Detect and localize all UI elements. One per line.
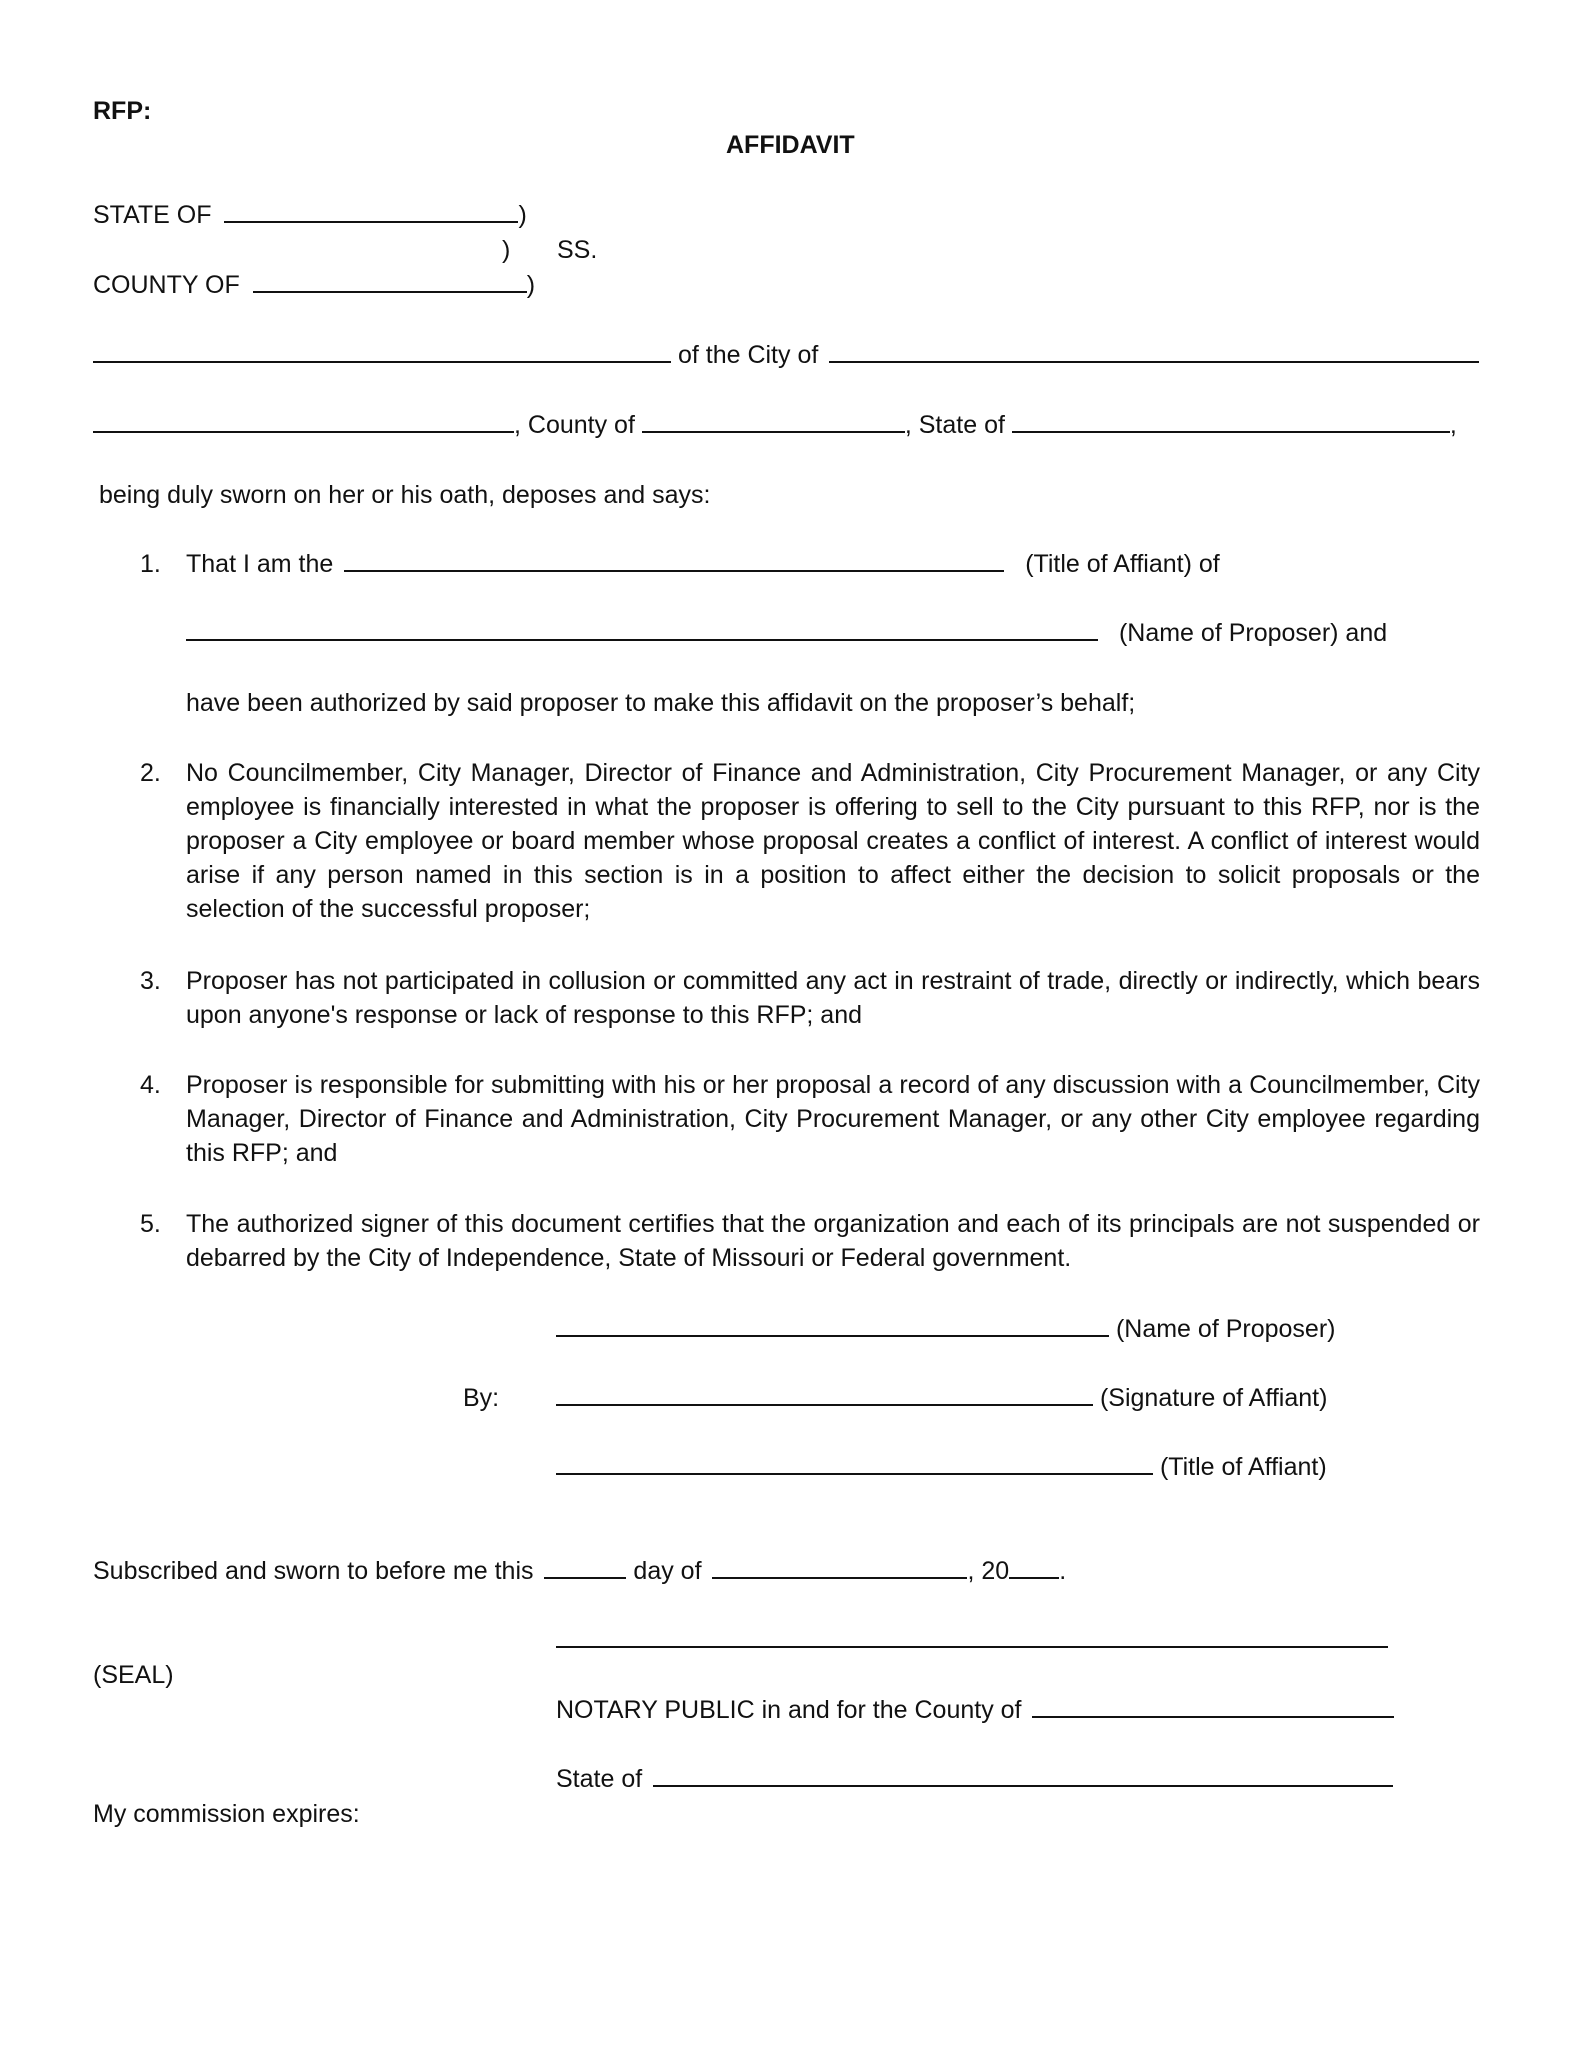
day-of-label: day of: [633, 1557, 702, 1585]
item-5-number: 5.: [140, 1210, 161, 1238]
notary-state-label: State of: [556, 1765, 643, 1793]
seal-label: (SEAL): [93, 1661, 174, 1689]
item-1-number: 1.: [140, 550, 161, 578]
title-of-affiant-blank[interactable]: [344, 548, 1004, 572]
affiant-name-blank[interactable]: [93, 339, 671, 363]
venue-paren: ): [518, 201, 527, 229]
notary-signature-blank[interactable]: [556, 1624, 1388, 1648]
county-of-line: [93, 268, 535, 302]
affiant-city-line: [93, 338, 1479, 372]
name-of-proposer-suffix: (Name of Proposer) and: [1118, 619, 1388, 647]
affiant-signature-line: [556, 1381, 1327, 1415]
name-of-proposer-blank[interactable]: [186, 617, 1098, 641]
item-5-text: The authorized signer of this document certifies that the organization and each of its principals are not suspended or debarred by the City of Independence, State of Missouri or Federal government.: [186, 1210, 1480, 1272]
state-of-line: [93, 198, 527, 232]
of-the-city-of-label: of the City of: [677, 341, 819, 369]
notary-public-label: NOTARY PUBLIC in and for the County of: [556, 1696, 1022, 1724]
item-4-text: Proposer is responsible for submitting with his or her proposal a record of any discussion with a Councilmember, City Manager, Director of Finance and Administration, City Procurement Manager, or any other City employee regarding this RFP; and: [186, 1071, 1480, 1167]
name-of-proposer-caption: (Name of Proposer): [1115, 1315, 1336, 1343]
notary-county-line: [556, 1693, 1394, 1727]
notary-state-blank[interactable]: [653, 1763, 1393, 1787]
venue-paren: ): [526, 271, 536, 299]
state-of-label: STATE OF: [93, 201, 212, 229]
affiant-title-blank[interactable]: [556, 1451, 1153, 1475]
county-of-label: COUNTY OF: [93, 271, 240, 299]
proposer-signature-line: [556, 1312, 1335, 1346]
affiant-signature-blank[interactable]: [556, 1382, 1093, 1406]
commission-expires-label: My commission expires:: [93, 1800, 360, 1828]
item-1-title-line: [186, 547, 1220, 581]
title-of-affiant-suffix: (Title of Affiant) of: [1025, 550, 1220, 578]
item-2-number: 2.: [140, 759, 161, 787]
month-blank[interactable]: [712, 1555, 967, 1579]
trailing-comma: ,: [1449, 411, 1457, 439]
state-of-inline-label: , State of: [904, 411, 1005, 439]
year-prefix: , 20: [967, 1557, 1010, 1585]
subscribed-label: Subscribed and sworn to before me this: [93, 1557, 534, 1585]
affiant-title-line: [556, 1450, 1327, 1484]
item-1-text: have been authorized by said proposer to make this affidavit on the proposer’s behalf;: [186, 689, 1136, 717]
signature-of-affiant-caption: (Signature of Affiant): [1099, 1384, 1328, 1412]
item-3-text: Proposer has not participated in collusion or committed any act in restraint of trade, directly or indirectly, which bears upon anyone's response or lack of response to this RFP; and: [186, 967, 1480, 1029]
proposer-name-blank[interactable]: [556, 1313, 1109, 1337]
item-1-name-line: [186, 616, 1387, 650]
county-of-inline-label: , County of: [514, 411, 635, 439]
subscribed-line: [93, 1554, 1066, 1588]
county-state-line: [93, 408, 1457, 442]
location-blank[interactable]: [93, 409, 514, 433]
day-blank[interactable]: [544, 1555, 626, 1579]
item-3-number: 3.: [140, 967, 161, 995]
county-of-blank[interactable]: [253, 269, 527, 293]
state-inline-blank[interactable]: [1012, 409, 1450, 433]
sworn-statement: being duly sworn on her or his oath, deposes and says:: [99, 481, 711, 509]
item-4-number: 4.: [140, 1071, 161, 1099]
notary-state-line: [556, 1762, 1393, 1796]
year-blank[interactable]: [1009, 1555, 1059, 1579]
item-1-lead: That I am the: [186, 550, 334, 578]
venue-paren-middle: ): [502, 236, 511, 264]
city-blank[interactable]: [829, 339, 1479, 363]
rfp-label: RFP:: [93, 97, 152, 125]
year-period: .: [1059, 1557, 1067, 1585]
document-title: AFFIDAVIT: [726, 131, 855, 159]
item-2-text: No Councilmember, City Manager, Director of Finance and Administration, City Procurement Manager, or any City employee is financially interested in what the proposer is offering to sell to the City pursuant to this RFP, nor is the proposer a City employee or board member whose proposal creates a conflict of interest. A conflict of interest would arise if any person named in this section is in a position to affect either the decision to solicit proposals or the selection of the successful proposer;: [186, 759, 1480, 923]
state-of-blank[interactable]: [224, 199, 518, 223]
county-inline-blank[interactable]: [642, 409, 905, 433]
ss-label: SS.: [557, 236, 598, 264]
notary-county-blank[interactable]: [1032, 1694, 1394, 1718]
by-label: By:: [463, 1384, 500, 1412]
title-of-affiant-caption: (Title of Affiant): [1159, 1453, 1327, 1481]
